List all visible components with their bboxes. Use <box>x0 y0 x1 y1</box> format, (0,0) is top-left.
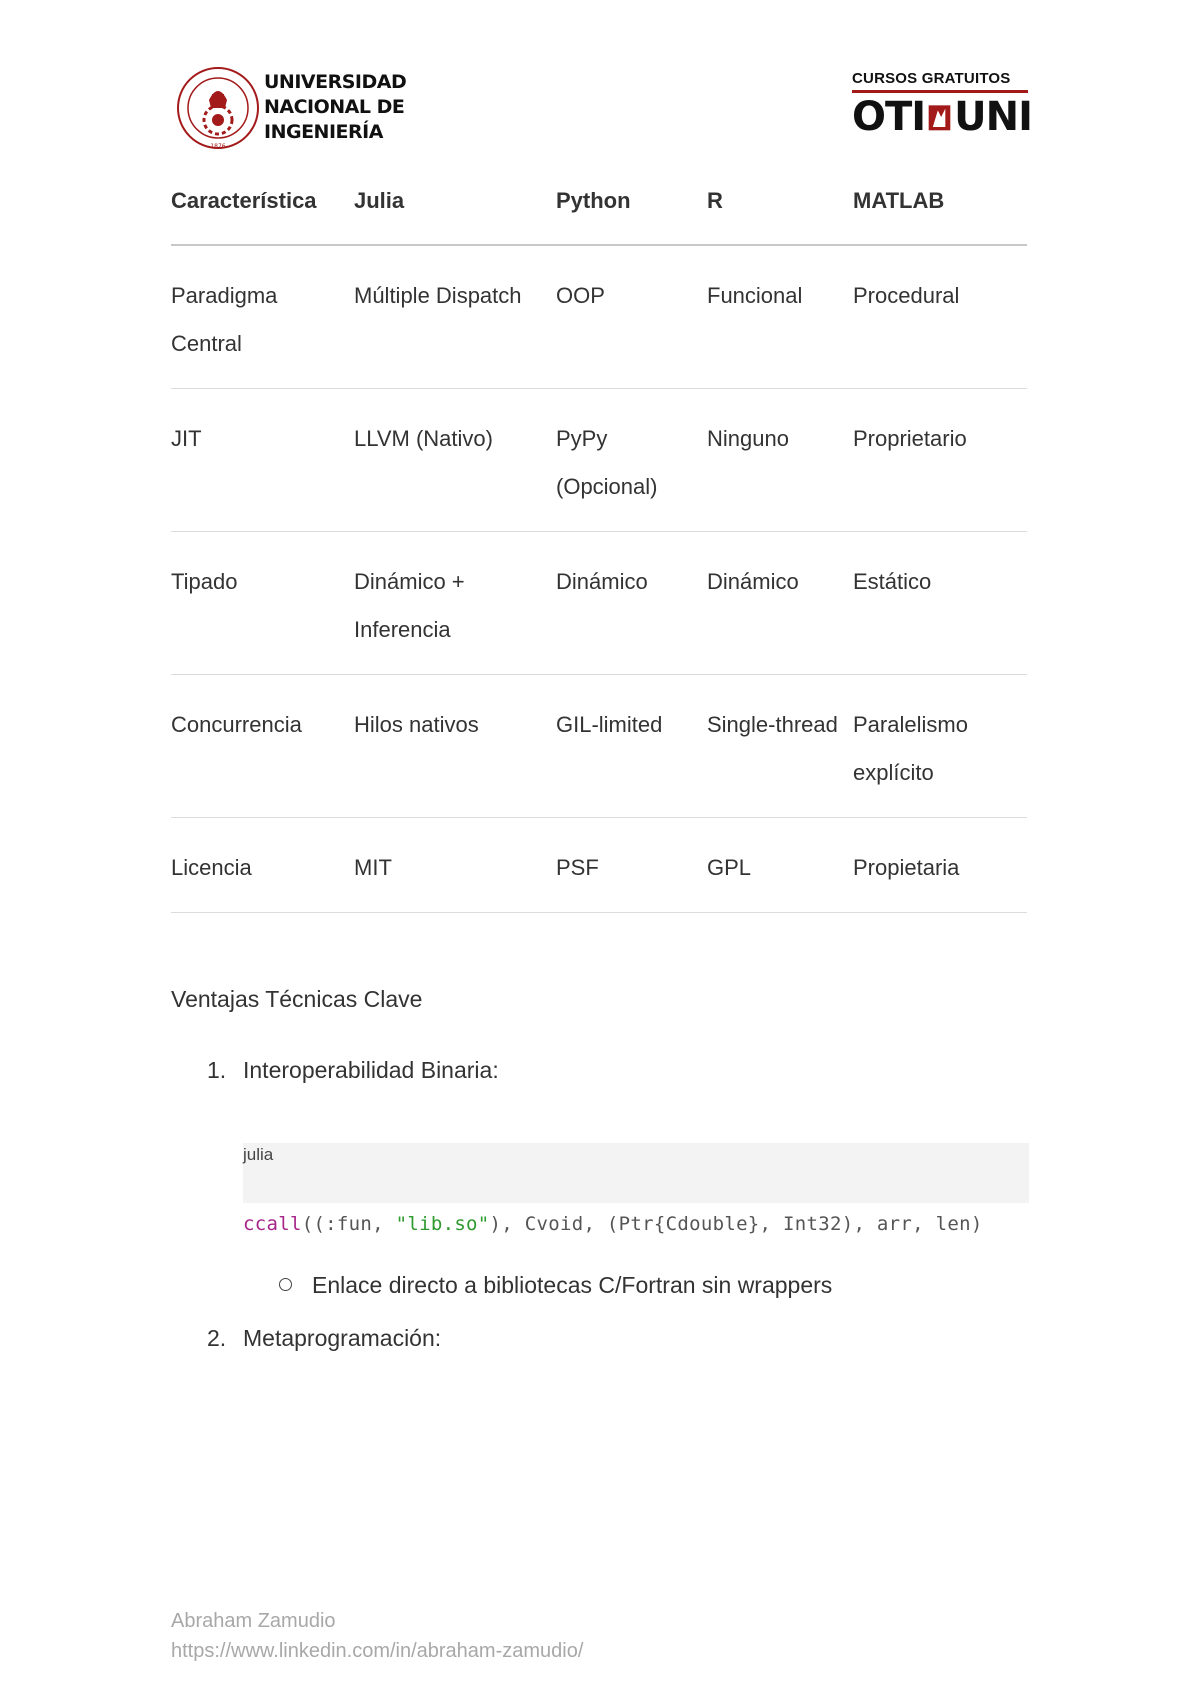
svg-text:1876: 1876 <box>210 143 226 150</box>
header-caracteristica: Característica <box>171 172 354 245</box>
code-args-end: ), Cvoid, (Ptr{Cdouble}, Int32), arr, len) <box>489 1213 983 1235</box>
footer <box>171 1606 583 1666</box>
courses-label: CURSOS GRATUITOS <box>852 70 1011 87</box>
section-title: Ventajas Técnicas Clave <box>171 986 423 1012</box>
header-julia: Julia <box>354 172 556 245</box>
table-row <box>171 245 1027 389</box>
hollow-bullet-icon <box>279 1278 292 1291</box>
table-row <box>171 675 1027 818</box>
table-cell: Single-thread <box>707 675 853 818</box>
code-string: "lib.so" <box>395 1213 490 1235</box>
table-cell: Propietaria <box>853 818 1027 913</box>
table-cell: GPL <box>707 818 853 913</box>
table-cell: PSF <box>556 818 707 913</box>
table-cell: Paradigma Central <box>171 245 354 389</box>
table-cell: Tipado <box>171 532 354 675</box>
list-item-number: 1. <box>207 1057 227 1083</box>
list-item <box>207 1325 441 1352</box>
sub-bullet-text: Enlace directo a bibliotecas C/Fortran sin wrappers <box>312 1272 833 1298</box>
table-cell: Dinámico <box>556 532 707 675</box>
table-cell: OOP <box>556 245 707 389</box>
table-row <box>171 532 1027 675</box>
list-item-label: Metaprogramación: <box>243 1325 442 1351</box>
header-python: Python <box>556 172 707 245</box>
list-item-label: Interoperabilidad Binaria: <box>243 1057 499 1083</box>
list-item <box>207 1057 499 1084</box>
table-cell: Ninguno <box>707 389 853 532</box>
table-cell: Paralelismo explícito <box>853 675 1027 818</box>
table-cell: Dinámico + Inferencia <box>354 532 556 675</box>
table-cell: MIT <box>354 818 556 913</box>
comparison-table <box>171 172 1027 913</box>
table-cell: Proprietario <box>853 389 1027 532</box>
table-cell: Licencia <box>171 818 354 913</box>
university-name-line-3: INGENIERÍA <box>264 121 383 143</box>
footer-link[interactable]: https://www.linkedin.com/in/abraham-zamudio/ <box>171 1640 584 1662</box>
table-cell: Procedural <box>853 245 1027 389</box>
code-function: ccall <box>243 1213 302 1235</box>
brand-wordmark <box>852 94 1032 140</box>
header-matlab: MATLAB <box>853 172 1027 245</box>
header-r: R <box>707 172 853 245</box>
table-cell: GIL-limited <box>556 675 707 818</box>
table-cell: Hilos nativos <box>354 675 556 818</box>
brand-right: UNI <box>954 94 1032 140</box>
table-cell: Múltiple Dispatch <box>354 245 556 389</box>
table-cell: LLVM (Nativo) <box>354 389 556 532</box>
university-logo <box>176 62 407 158</box>
footer-author: Abraham Zamudio <box>171 1610 336 1632</box>
university-seal-icon <box>176 62 260 154</box>
table-row <box>171 818 1027 913</box>
university-name-line-1: UNIVERSIDAD <box>264 71 407 93</box>
table-cell: Concurrencia <box>171 675 354 818</box>
table-cell: Funcional <box>707 245 853 389</box>
oti-uni-logo <box>852 70 1032 150</box>
university-name <box>264 70 406 145</box>
table-header-row <box>171 172 1027 245</box>
table-cell: JIT <box>171 389 354 532</box>
table-cell: Estático <box>853 532 1027 675</box>
code-language-label: julia <box>243 1143 1029 1203</box>
sub-bullet <box>279 1272 832 1299</box>
table-cell: PyPy (Opcional) <box>556 389 707 532</box>
logo-divider <box>852 90 1028 93</box>
brand-emblem-icon <box>927 99 952 135</box>
code-line <box>243 1213 1029 1235</box>
list-item-number: 2. <box>207 1325 227 1351</box>
code-block <box>243 1143 1029 1235</box>
university-name-line-2: NACIONAL DE <box>264 96 405 118</box>
table-cell: Dinámico <box>707 532 853 675</box>
code-args-start: ((:fun, <box>301 1213 396 1235</box>
table-row <box>171 389 1027 532</box>
brand-left: OTI <box>852 94 926 140</box>
